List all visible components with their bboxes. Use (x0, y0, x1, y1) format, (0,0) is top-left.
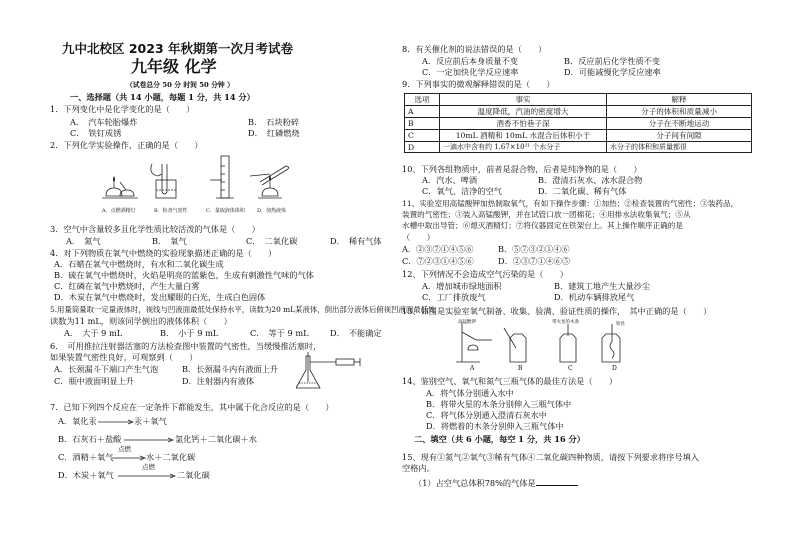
q15-sub1-text: （1）占空气总体积78%的气体是 (414, 478, 536, 488)
q8-option-d: D．可能减慢化学反应速率 (564, 67, 661, 77)
q12-option-c: C．工厂排放废气 (422, 292, 486, 302)
q8-stem: 8．有关催化剂的说法错误的是（ ） (402, 44, 547, 54)
section-2-heading: 二、填空（共 6 小题，每空 1 分，共 16 分） (414, 434, 585, 444)
q7-d-condition: 点燃 (142, 463, 155, 471)
q15-stem-line2: 空格内。 (402, 463, 435, 473)
q9-header-option: 选项 (405, 94, 440, 106)
q13-label-kmno4: 高锰酸钾 (458, 320, 476, 325)
q14-option-b: B．将带火星的木条分别伸入三瓶气体中 (426, 399, 572, 409)
q7-c-arrow-icon (112, 455, 146, 461)
q9-row-c-explain: 分子间有间隙 (607, 130, 752, 142)
exam-info: （试卷总分 50 分 时间 50 分钟 ） (126, 81, 234, 89)
q7-d-reactants: D．木炭＋氧气 (58, 470, 114, 480)
q8-option-c: C．一定加快化学反应速率 (422, 67, 519, 77)
q13-caption-a: A (470, 365, 475, 372)
section-1-heading: 一、选择题（共 14 小题，每题 1 分，共 14 分） (70, 92, 255, 102)
q2-caption-d: D．加热液体 (257, 208, 287, 214)
q9-table (404, 93, 752, 153)
q6-stem-line1: 6． 可用推拉注射器活塞的方法检查图中装置的气密性，当缓慢推活塞时， (50, 341, 322, 351)
q15-sub1 (414, 477, 578, 488)
q6-flask-syringe-figure (296, 352, 362, 394)
q1-option-a: A． 汽车轮胎爆炸 (70, 117, 138, 127)
table-row (405, 118, 752, 130)
q14-option-c: C．将气体分别通入澄清石灰水中 (426, 410, 547, 420)
q7-d-arrow-icon (118, 473, 176, 479)
q7-c-reactants: C．酒精＋氧气 (58, 452, 114, 462)
exam-title: 九中北校区 2023 年秋期第一次月考试卷 (62, 41, 293, 56)
q4-option-a: A．石蜡在氧气中燃烧时，有水和二氧化碳生成 (54, 259, 224, 269)
q5-option-b: B． 小于 9 mL (160, 328, 219, 338)
q7-d-products: 二氧化碳 (177, 470, 210, 480)
q13-caption-c: C (568, 365, 573, 372)
q11-option-c: C．⑦②③①④⑤⑥ (402, 256, 474, 266)
q8-option-b: B．反应前后化学性质不变 (564, 56, 661, 66)
q9-row-c-option: C (405, 130, 440, 142)
q7-b-reactants: B．石灰石＋盐酸 (58, 434, 122, 444)
q7-stem: 7．已知下列四个反应在一定条件下都能发生，其中属于化合反应的是（ ） (50, 402, 334, 412)
q12-option-a: A．增加城市绿地面积 (422, 281, 502, 291)
q11-option-a: A．②③⑦①④⑤⑥ (402, 244, 474, 254)
q11-option-b: B．⑤⑦③②①④⑥ (498, 244, 570, 254)
q9-row-a-explain: 分子的体积和质量减小 (607, 106, 752, 118)
q13-caption-d: D (612, 365, 617, 372)
q9-row-a-fact: 温度降低，汽油的密度增大 (440, 106, 607, 118)
q9-row-d-option: D (405, 142, 440, 153)
q10-option-d: D．二氧化碳、稀有气体 (538, 186, 627, 196)
q12-stem: 12、下列情况不会造成空气污染的是（ ） (402, 269, 568, 279)
q12-option-d: D．机动车辆排放尾气 (554, 292, 635, 302)
q9-header-explain: 解释 (607, 94, 752, 106)
q3-option-b: B． 氧气 (152, 236, 187, 246)
q2-stem: 2．下列化学实验操作，正确的是（ ） (50, 140, 203, 150)
q7-c-condition: 点燃 (118, 445, 131, 453)
q6-option-d: D．注射器内有液体 (182, 376, 255, 386)
q9-stem: 9．下列事实的微观解释错误的是（ ） (402, 79, 555, 89)
q2-caption-c: C．量取液体体积 (206, 208, 245, 214)
q1-stem: 1．下列变化中是化学变化的是（ ） (50, 104, 195, 114)
q11-stem-line4: （ ） (402, 232, 435, 242)
q5-option-d: D． 不能确定 (330, 328, 382, 338)
q5-stem-line1: 5.用量筒量取一定量液体时，视线与凹液面最低处保持水平，读数为20 mL某液体，倒出部分液体后俯视凹液面最低处 (50, 305, 436, 314)
q9-row-b-explain: 分子在不断地运动 (607, 118, 752, 130)
q3-stem: 3．空气中含量较多且化学性质比较活泼的气体是（ ） (50, 224, 260, 234)
q15-sub1-blank[interactable] (536, 477, 578, 486)
q10-option-b: B．澄清石灰水、冰水混合物 (538, 175, 643, 185)
q5-stem-line2: 读数为11 mL，则该同学倒出的液体体积（ ） (50, 316, 232, 326)
q14-stem: 14、鉴别空气、氧气和氮气三瓶气体的最佳方法是（ ） (402, 376, 618, 386)
q13-caption-b: B (518, 365, 523, 372)
q11-stem-line2: 装置的气密性；③装入高锰酸钾，并在试管口放一团棉花；④用排水法收集氧气；⑤从 (402, 210, 691, 219)
q13-label-iron-wire: 铁丝 (616, 322, 625, 327)
q3-option-a: A． 氮气 (66, 236, 101, 246)
q9-row-a-option: A (405, 106, 440, 118)
q9-row-b-option: B (405, 118, 440, 130)
q5-option-a: A． 大于 9 mL (64, 328, 123, 338)
q5-option-c: C． 等于 9 mL (250, 328, 309, 338)
q11-option-d: D．②③⑦①④⑥⑤ (498, 256, 571, 266)
table-row (405, 106, 752, 118)
q4-option-d: D．木炭在氧气中燃烧时，发出耀眼的白光，生成白色固体 (54, 292, 266, 302)
q6-option-a: A．长颈漏斗下端口产生气泡 (54, 364, 159, 374)
q7-a-reactants: A．氧化汞 (58, 416, 97, 426)
q14-option-a: A．将气体分别通入水中 (426, 388, 514, 398)
exam-subtitle: 九年级 化学 (131, 57, 217, 76)
q13-label-splint: 带火星的木条 (552, 320, 579, 325)
q7-c-products: 水＋二氧化碳 (146, 452, 196, 462)
q12-option-b: B．建筑工地产生大量沙尘 (554, 281, 651, 291)
q10-option-c: C．氧气、洁净的空气 (422, 186, 502, 196)
q14-option-d: D．将燃着的木条分别伸入三瓶气体中 (426, 421, 564, 431)
q9-header-fact: 事实 (440, 94, 607, 106)
q9-row-b-fact: 酒香不怕巷子深 (440, 118, 607, 130)
q3-option-c: C． 二氧化碳 (246, 236, 298, 246)
q13-stem: 13、如图是实验室氧气制备、收集、验满、验证性质的操作， 其中正确的是（ ） (402, 306, 712, 316)
q7-b-products: 氯化钙＋二氧化碳＋水 (175, 434, 257, 444)
q6-option-c: C．瓶中液面明显上升 (54, 376, 134, 386)
table-row (405, 142, 752, 153)
q6-option-b: B．长颈漏斗内有液面上升 (182, 364, 279, 374)
q4-option-c: C．红磷在氧气中燃烧时，产生大量白雾 (54, 281, 200, 291)
q15-stem-line1: 15、现有①氮气②氧气③稀有气体④二氧化碳四种物质，请按下列要求将序号填入 (402, 452, 699, 462)
q9-row-d-explain: 水分子的体积和质量都很 (607, 142, 752, 153)
q1-option-d: D． 红磷燃烧 (248, 128, 300, 138)
q11-stem-line3: 水槽中取出导管；⑥熄灭酒精灯；⑦将仪器固定在铁架台上。其上操作顺序正确的是 (402, 221, 683, 230)
q9-table-header-row (405, 94, 752, 106)
q8-option-a: A．反应前后本身质量不变 (422, 56, 518, 66)
q10-option-a: A．汽水、啤酒 (422, 175, 478, 185)
q10-stem: 10、下列各组物质中，前者是混合物，后者是纯净物的是（ ） (402, 164, 642, 174)
q7-a-arrow-icon (98, 419, 134, 425)
q7-a-products: 汞＋氧气 (134, 416, 167, 426)
q3-option-d: D． 稀有气体 (330, 236, 382, 246)
q1-option-c: C． 铁钉成锈 (70, 128, 122, 138)
q7-b-arrow-icon (124, 437, 174, 443)
table-row (405, 130, 752, 142)
q1-option-b: B． 石块粉碎 (248, 117, 300, 127)
q11-stem-line1: 11、实验室用高锰酸钾加热制取氧气，有如下操作步骤：①加热；②检查装置的气密性；③装药品， (402, 199, 739, 208)
q2-caption-a: A．点燃酒精灯 (102, 208, 136, 214)
q4-stem: 4．对下列物质在氧气中燃烧的实验现象描述正确的是（ ） (50, 248, 277, 258)
q4-option-b: B．硫在氧气中燃烧时，火焰是明亮的蓝紫色，生成有刺激性气味的气体 (54, 270, 314, 280)
q2-caption-b: B．检查气密性 (154, 208, 188, 214)
q9-row-d-fact: 一滴水中含有约 1.67×10²¹ 个水分子 (440, 142, 607, 153)
q6-stem-line2: 如果装置气密性良好，可观察到（ ） (50, 352, 198, 362)
q2-apparatus-figure (100, 152, 298, 214)
q9-row-c-fact: 10mL 酒精和 10mL 水混合后体积小于 (440, 130, 607, 142)
